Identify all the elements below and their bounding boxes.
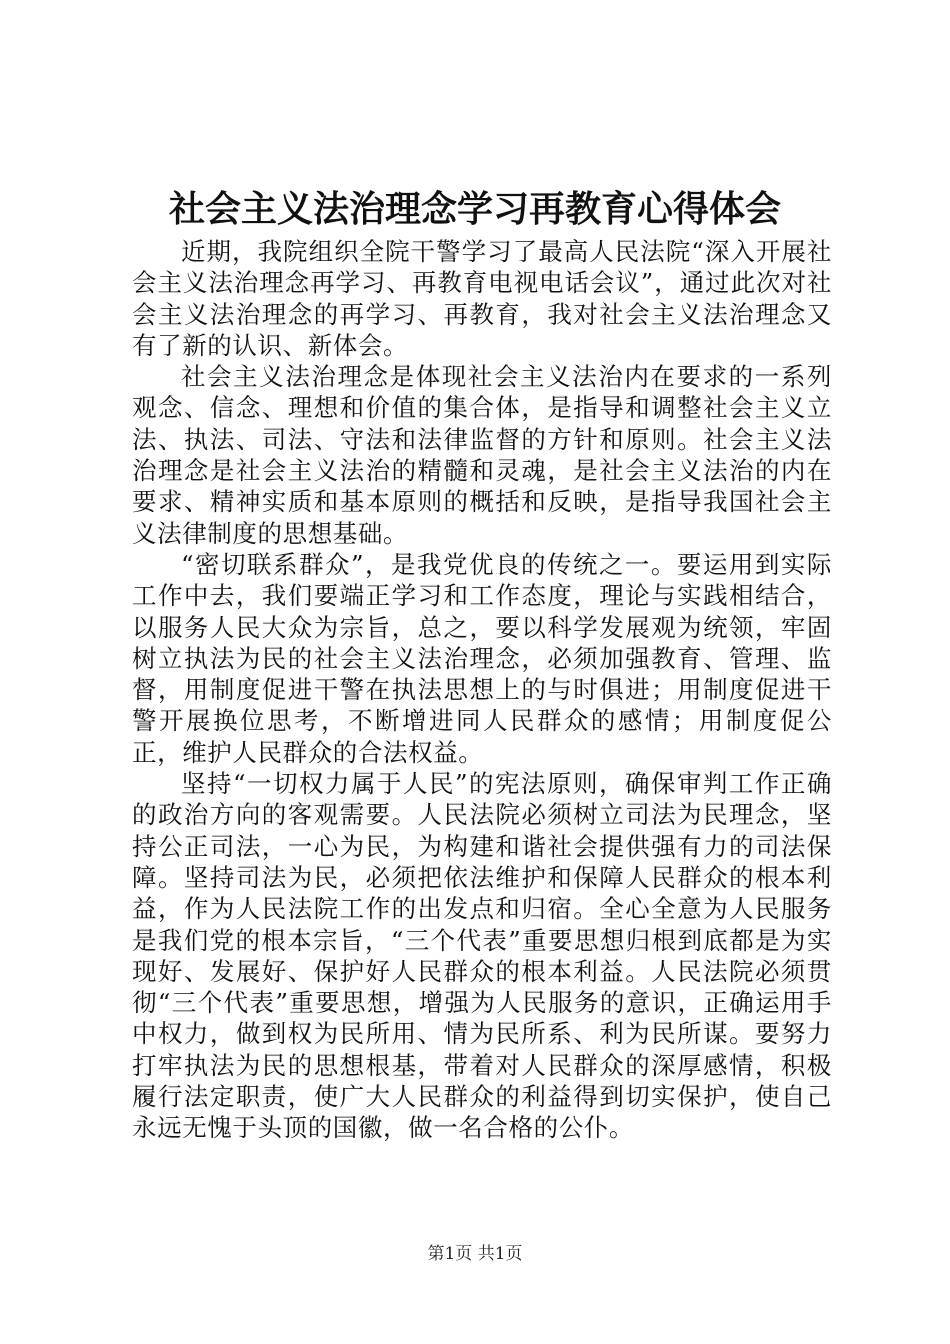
- document-title: 社会主义法治理念学习再教育心得体会: [168, 188, 781, 230]
- paragraph: “密切联系群众”，是我党优良的传统之一。要运用到实际工作中去，我们要端正学习和工作态度，理论与实践相结合，以服务人民大众为宗旨，总之，要以科学发展观为统领，牢固树立执法为民的社会主义法治理念，必须加强教育、管理、监督，用制度促进干警在执法思想上的与时俱进；用制度促进干警开展换位思考，不断增进同人民群众的感情；用制度促公正，维护人民群众的合法权益。: [132, 549, 832, 767]
- paragraph: 近期，我院组织全院干警学习了最高人民法院“深入开展社会主义法治理念再学习、再教育电视电话会议”，通过此次对社会主义法治理念的再学习、再教育，我对社会主义法治理念又有了新的认识、新体会。: [132, 237, 832, 360]
- paragraph: 坚持“一切权力属于人民”的宪法原则，确保审判工作正确的政治方向的客观需要。人民法院必须树立司法为民理念，坚持公正司法，一心为民，为构建和谐社会提供强有力的司法保障。坚持司法为民，必须把依法维护和保障人民群众的根本利益，作为人民法院工作的出发点和归宿。全心全意为人民服务是我们党的根本宗旨，“三个代表”重要思想归根到底都是为实现好、发展好、保护好人民群众的根本利益。人民法院必须贯彻“三个代表”重要思想，增强为人民服务的意识，正确运用手中权力，做到权为民所用、情为民所系、利为民所谋。要努力打牢执法为民的思想根基，带着对人民群众的深厚感情，积极履行法定职责，使广大人民群众的利益得到切实保护，使自己永远无愧于头顶的国徽，做一名合格的公仆。: [132, 769, 832, 1143]
- document-body: [132, 236, 832, 1144]
- paragraph: 社会主义法治理念是体现社会主义法治内在要求的一系列观念、信念、理想和价值的集合体，是指导和调整社会主义立法、执法、司法、守法和法律监督的方针和原则。社会主义法治理念是社会主义法治的精髓和灵魂，是社会主义法治的内在要求、精神实质和基本原则的概括和反映，是指导我国社会主义法律制度的思想基础。: [132, 362, 832, 548]
- page-footer: 第1页 共1页: [427, 1244, 523, 1264]
